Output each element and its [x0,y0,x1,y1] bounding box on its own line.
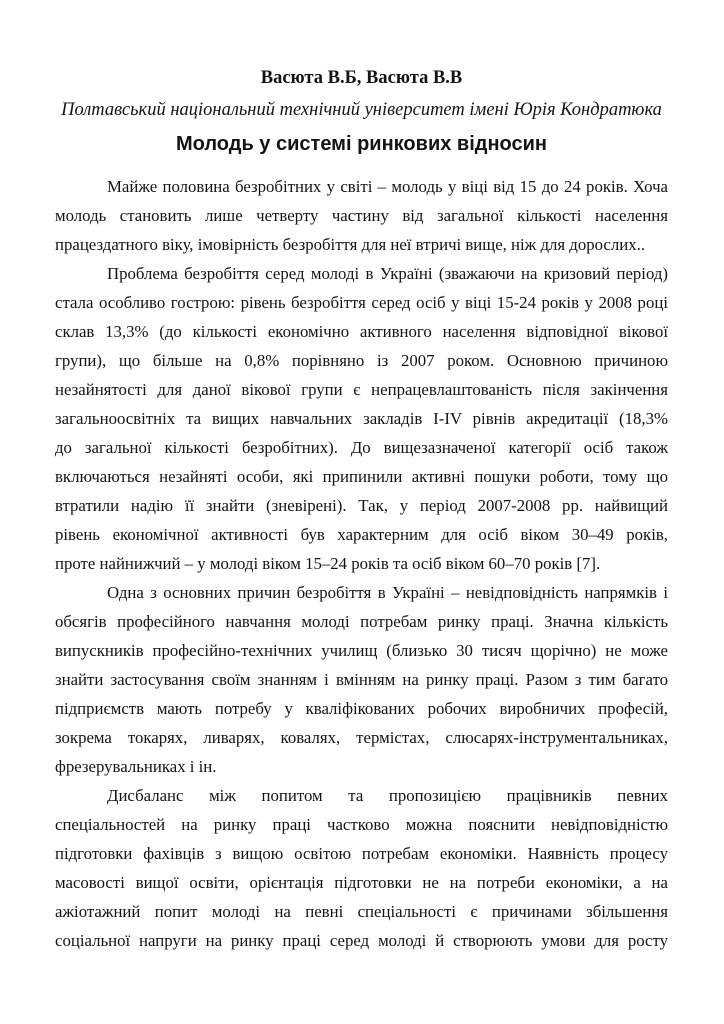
text-line: працездатного віку, імовірність безробіття для неї втричі вище, ніж для дорослих.. [55,235,646,254]
article-title: Молодь у системі ринкових відносин [175,133,547,155]
paragraph [55,781,668,955]
paragraph [55,172,668,259]
text-line: підготовки фахівців з вищою освітою потребам економіки. Наявність процесу [55,844,668,863]
text-line: підприємств мають потребу у кваліфікованих робочих виробничих професій, [55,699,668,718]
text-line: стала особливо гострою: рівень безробіття серед осіб у віці 15-24 років у 2008 році [55,293,668,312]
text-line: Проблема безробіття серед молоді в Україні (зважаючи на кризовий період) [107,264,668,283]
text-line: молодь становить лише четверту частину від загальної кількості населення [55,206,668,225]
text-line: загальноосвітніх та вищих навчальних закладів I-IV рівнів акредитації (18,3% [55,409,668,428]
text-line: ажіотажний попит молоді на певні спеціальності є причинами збільшення [55,902,668,921]
paragraph [55,578,668,781]
text-line: склав 13,3% (до кількості економічно активного населення відповідної вікової [55,322,668,341]
text-line: масовості вищої освіти, орієнтація підготовки не на потреби економіки, а на [55,873,668,892]
text-line: групи), що більше на 0,8% порівняно із 2007 роком. Основною причиною [55,351,668,370]
text-line: Дисбаланс між попитом та пропозицією працівників певних [107,786,668,805]
text-line: знайти застосування своїм знанням і вмінням на ринку праці. Разом з тим багато [55,670,668,689]
authors-line: Васюта В.Б, Васюта В.В [260,68,463,88]
text-line: Майже половина безробітних у світі – молодь у віці від 15 до 24 років. Хоча [107,177,668,196]
text-line: фрезерувальниках і ін. [55,757,217,776]
text-line: втратили надію її знайти (зневірені). Так, у період 2007-2008 рр. найвищий [55,496,668,515]
text-line: спеціальностей на ринку праці частково можна пояснити невідповідністю [55,815,668,834]
text-line: соціальної напруги на ринку праці серед молоді й створюють умови для росту [55,931,668,950]
document-body [55,172,668,955]
text-line: обсягів професійного навчання молоді потребам ринку праці. Значна кількість [55,612,668,631]
text-line: включаються незайняті особи, які припинили активні пошуки роботи, тому що [55,467,668,486]
affiliation-line: Полтавський національний технічний університет імені Юрія Кондратюка [61,100,662,120]
text-line: до загальної кількості безробітних). До вищезазначеної категорії осіб також [55,438,668,457]
text-line: рівень економічної активності був характерним для осіб віком 30–49 років, [55,525,668,544]
text-line: випускників професійно-технічних училищ (близько 30 тисяч щорічно) не може [55,641,668,660]
paragraph [55,259,668,578]
text-line: незайнятості для даної вікової групи є непрацевлаштованість після закінчення [55,380,668,399]
text-line: зокрема токарях, ливарях, ковалях, термістах, слюсарях-інструментальниках, [55,728,668,747]
text-line: Одна з основних причин безробіття в Україні – невідповідність напрямків і [107,583,668,602]
text-line: проте найнижчий – у молоді віком 15–24 років та осіб віком 60–70 років [7]. [55,554,601,573]
